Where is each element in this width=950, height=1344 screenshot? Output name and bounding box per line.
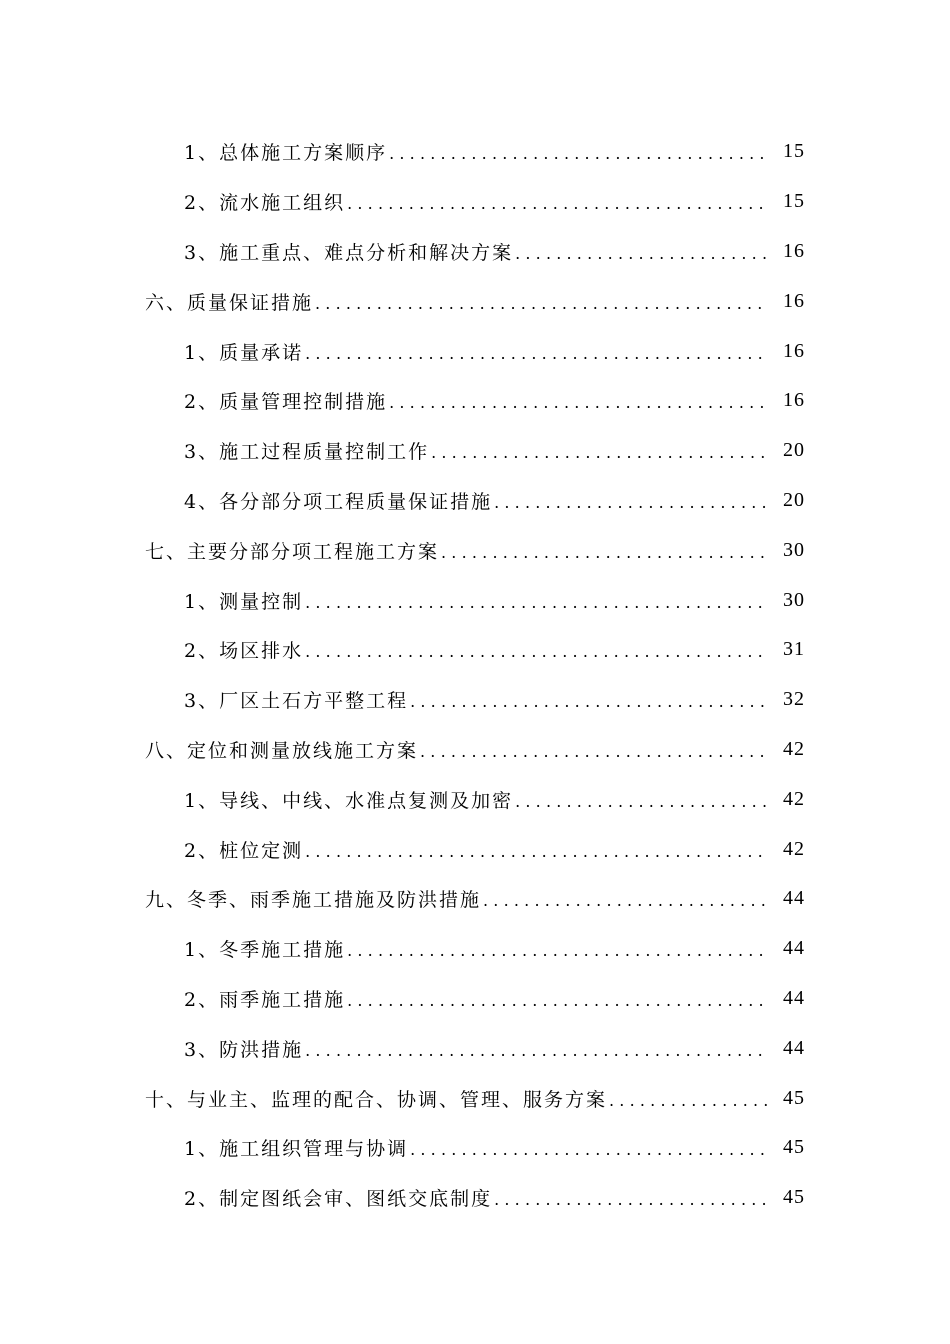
toc-subsection-entry[interactable]	[0, 227, 950, 277]
toc-subsection-entry[interactable]	[0, 476, 950, 526]
toc-page-number: 44	[783, 1036, 805, 1059]
toc-dot-leader	[305, 344, 767, 363]
toc-subsection-entry[interactable]	[0, 177, 950, 227]
toc-page-number: 16	[783, 339, 805, 362]
toc-entry-title: 2、质量管理控制措施	[184, 391, 388, 414]
toc-page-number: 45	[783, 1086, 805, 1109]
toc-dot-leader	[305, 642, 767, 661]
toc-dot-leader	[347, 991, 767, 1010]
toc-dot-leader	[483, 891, 767, 910]
toc-entry-title: 3、施工过程质量控制工作	[184, 441, 430, 464]
toc-page-number: 20	[783, 488, 805, 511]
toc-entry-title: 1、导线、中线、水准点复测及加密	[184, 789, 514, 812]
toc-dot-leader	[305, 1041, 767, 1060]
toc-page-number: 42	[783, 787, 805, 810]
toc-entry-title: 六、质量保证措施	[145, 291, 314, 314]
toc-entry-title: 1、测量控制	[184, 590, 304, 613]
toc-entry-title: 3、厂区土石方平整工程	[184, 690, 409, 713]
toc-dot-leader	[441, 543, 767, 562]
toc-page-number: 44	[783, 887, 805, 910]
toc-page-number: 42	[783, 737, 805, 760]
toc-entry-title: 3、防洪措施	[184, 1038, 304, 1061]
toc-dot-leader	[347, 941, 767, 960]
toc-entry-title: 1、总体施工方案顺序	[184, 142, 388, 165]
toc-subsection-entry[interactable]	[0, 575, 950, 625]
toc-entry-title: 十、与业主、监理的配合、协调、管理、服务方案	[145, 1088, 608, 1111]
toc-subsection-entry[interactable]	[0, 625, 950, 675]
toc-entry-title: 1、质量承诺	[184, 341, 304, 364]
toc-dot-leader	[315, 294, 767, 313]
toc-dot-leader	[431, 443, 767, 462]
toc-dot-leader	[609, 1091, 767, 1110]
toc-dot-leader	[515, 792, 767, 811]
toc-subsection-entry[interactable]	[0, 924, 950, 974]
toc-entry-title: 1、冬季施工措施	[184, 939, 346, 962]
toc-dot-leader	[420, 742, 767, 761]
toc-page-number: 45	[783, 1186, 805, 1209]
toc-entry-title: 1、施工组织管理与协调	[184, 1138, 409, 1161]
toc-page-number: 15	[783, 140, 805, 163]
toc-subsection-entry[interactable]	[0, 774, 950, 824]
toc-page-number: 16	[783, 389, 805, 412]
toc-entry-title: 2、制定图纸会审、图纸交底制度	[184, 1188, 493, 1211]
toc-entry-title: 4、各分部分项工程质量保证措施	[184, 490, 493, 513]
toc-section-entry[interactable]	[0, 276, 950, 326]
toc-subsection-entry[interactable]	[0, 675, 950, 725]
toc-entry-title: 八、定位和测量放线施工方案	[145, 739, 419, 762]
toc-page-number: 20	[783, 439, 805, 462]
toc-page-number: 16	[783, 239, 805, 262]
toc-page-number: 30	[783, 538, 805, 561]
toc-subsection-entry[interactable]	[0, 426, 950, 476]
toc-subsection-entry[interactable]	[0, 1173, 950, 1223]
toc-page-number: 44	[783, 986, 805, 1009]
toc-dot-leader	[305, 842, 767, 861]
toc-page-number: 44	[783, 937, 805, 960]
toc-section-entry[interactable]	[0, 1073, 950, 1123]
toc-page-number: 15	[783, 190, 805, 213]
toc-dot-leader	[347, 194, 767, 213]
toc-entry-title: 2、场区排水	[184, 640, 304, 663]
toc-subsection-entry[interactable]	[0, 824, 950, 874]
toc-section-entry[interactable]	[0, 725, 950, 775]
toc-dot-leader	[410, 692, 767, 711]
toc-subsection-entry[interactable]	[0, 326, 950, 376]
toc-subsection-entry[interactable]	[0, 1023, 950, 1073]
toc-subsection-entry[interactable]	[0, 1123, 950, 1173]
toc-entry-title: 九、冬季、雨季施工措施及防洪措施	[145, 889, 482, 912]
toc-dot-leader	[410, 1140, 767, 1159]
toc-dot-leader	[389, 393, 767, 412]
toc-dot-leader	[515, 244, 767, 263]
toc-subsection-entry[interactable]	[0, 376, 950, 426]
toc-section-entry[interactable]	[0, 525, 950, 575]
toc-page-number: 16	[783, 289, 805, 312]
toc-dot-leader	[305, 593, 767, 612]
toc-entry-title: 2、流水施工组织	[184, 192, 346, 215]
toc-entry-title: 2、雨季施工措施	[184, 988, 346, 1011]
table-of-contents	[0, 127, 950, 1223]
toc-dot-leader	[494, 1190, 767, 1209]
toc-page-number: 31	[783, 638, 805, 661]
toc-dot-leader	[389, 144, 767, 163]
toc-dot-leader	[494, 493, 767, 512]
toc-subsection-entry[interactable]	[0, 974, 950, 1024]
toc-page-number: 45	[783, 1136, 805, 1159]
toc-entry-title: 2、桩位定测	[184, 839, 304, 862]
toc-entry-title: 3、施工重点、难点分析和解决方案	[184, 241, 514, 264]
toc-subsection-entry[interactable]	[0, 127, 950, 177]
toc-page-number: 32	[783, 688, 805, 711]
toc-page-number: 30	[783, 588, 805, 611]
toc-entry-title: 七、主要分部分项工程施工方案	[145, 540, 440, 563]
toc-section-entry[interactable]	[0, 874, 950, 924]
toc-page-number: 42	[783, 837, 805, 860]
